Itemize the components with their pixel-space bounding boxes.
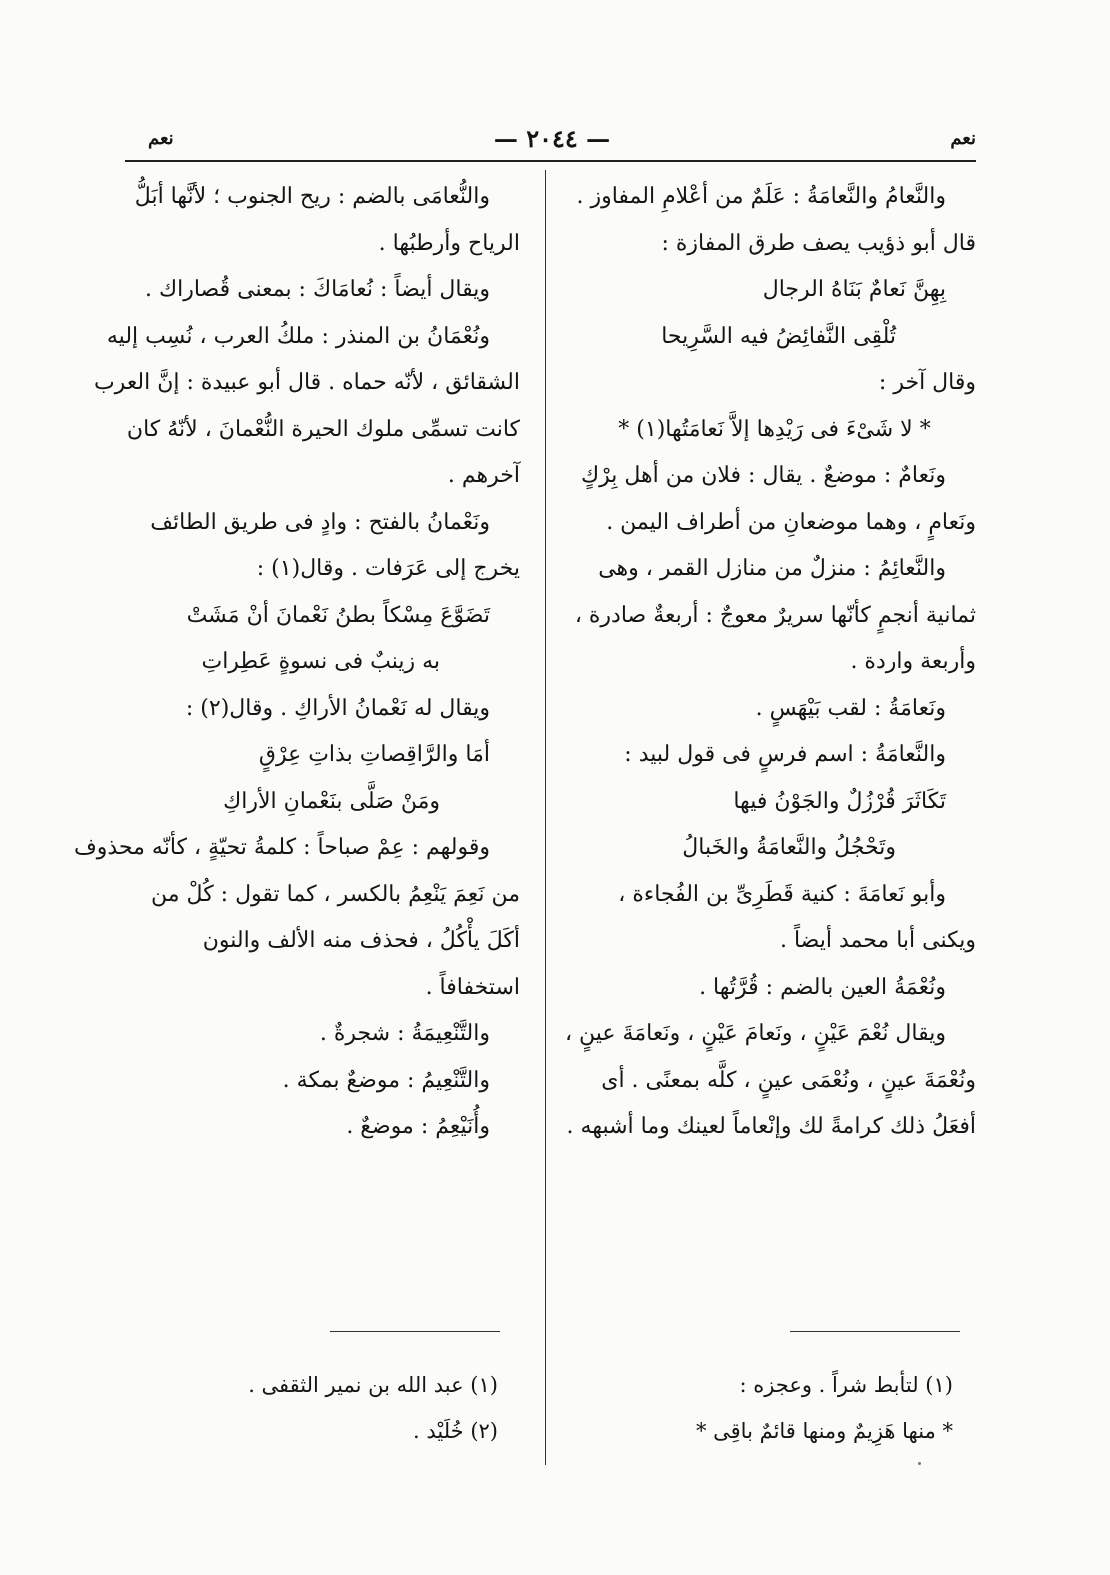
footnotes-right (573, 1362, 953, 1454)
text-line: الشقائق ، لأنّه حماه . قال أبو عبيدة : إنَّ العرب (93, 370, 520, 395)
header-guide-word-right: نعم (950, 128, 976, 149)
text-line: وقال آخر : (878, 370, 976, 395)
text-line: ونَعامٍ ، وهما موضعانِ من أطراف اليمن . (606, 509, 976, 535)
text-line: أمَا والرَّاقِصاتِ بذاتِ عِرْقٍ (258, 742, 490, 767)
text-line: بِهِنَّ نَعامٌ بَنَاهُ الرجال (762, 277, 946, 302)
text-line: والنَّعامَةُ : اسم فرسٍ فى قول لبيد : (624, 742, 946, 767)
footnote-line: * منها هَزِيمٌ ومنها قائمٌ باقِى * (695, 1419, 953, 1443)
text-line: ونَعْمانُ بالفتح : وادٍ فى طريق الطائف (150, 509, 490, 535)
text-line: ونُعْمَةَ عينٍ ، ونُعْمَى عينٍ ، كلَّه بمعنًى . أى (601, 1067, 976, 1093)
text-line: والنَّعامُ والنَّعامَةُ : عَلَمٌ من أعْلامِ المفاوز . (576, 184, 946, 209)
column-divider (545, 170, 546, 1465)
text-line: ويقال أيضاً : نُعامَاكَ : بمعنى قُصاراك . (144, 277, 490, 302)
text-line: وقولهم : عِمْ صباحاً : كلمةُ تحيّةٍ ، كأنّه محذوف (73, 835, 490, 860)
text-line: تَكَاثَرَ قُرْزُلٌ والجَوْنُ فيها (733, 788, 946, 814)
text-line: ونَعامٌ : موضعٌ . يقال : فلان من أهل بِرْكٍ (580, 463, 946, 488)
text-line: ومَنْ صَلَّى بنَعْمانِ الأراكِ (223, 788, 440, 814)
text-line: والنَّعائِمُ : منزلٌ من منازل القمر ، وهى (598, 556, 946, 581)
footnote-rule-left (330, 1331, 500, 1332)
page-speck (918, 1462, 921, 1465)
text-line: من نَعِمَ يَنْعِمُ بالكسر ، كما تقول : كُلْ من (151, 881, 520, 907)
text-line: تُلْقِى النَّفائِضُ فيه السَّرِيحا (661, 323, 896, 349)
text-line: كانت تسمِّى ملوك الحيرة النُّعْمانَ ، لأنّهُ كان (126, 416, 520, 442)
text-line: قال أبو ذؤيب يصف طرق المفازة : (661, 230, 976, 256)
footnotes-left (128, 1362, 498, 1454)
left-column (73, 174, 520, 1151)
text-line: أفعَلُ ذلك كرامةً لك وإنْعاماً لعينك وما أشبهه . (566, 1114, 976, 1139)
text-line: الرياح وأرطبُها . (378, 230, 520, 256)
text-line: استخفافاً . (425, 974, 520, 1000)
footnote-line: (١) عبد الله بن نمير الثقفى . (248, 1373, 498, 1397)
text-line: أكَلَ يأْكُلُ ، فحذف منه الألف والنون (202, 928, 520, 953)
header-rule (125, 160, 976, 162)
page-number: — ٢٠٤٤ — (493, 124, 611, 153)
text-line: تَضَوَّعَ مِسْكاً بطنُ نَعْمانَ أنْ مَشَتْ (186, 602, 490, 628)
text-line: وأربعة واردة . (850, 649, 976, 674)
text-line: ثمانية أنجمٍ كأنّها سريرٌ معوجٌ : أربعةٌ صادرة ، (574, 602, 976, 628)
text-line: ونُعْمَةُ العين بالضم : قُرَّتُها . (699, 974, 946, 1000)
text-line: وأبو نَعامَةَ : كنية قَطَرِىِّ بن الفُجاءة ، (618, 881, 946, 907)
page-header (128, 118, 976, 158)
text-line: ويكنى أبا محمد أيضاً . (779, 928, 976, 953)
footnote-line: (٢) خُلَيْد . (413, 1419, 498, 1443)
text-line: ويقال نُعْمَ عَيْنٍ ، ونَعامَ عَيْنٍ ، ونَعامَةَ عينٍ ، (564, 1021, 946, 1046)
footnote-line: (١) لتأبط شراً . وعجزه : (739, 1373, 953, 1397)
text-line: ونَعامَةُ : لقب بَيْهَسٍ . (755, 695, 946, 721)
header-guide-word-left: نعم (148, 128, 174, 149)
text-line: وتَحْجُلُ والنَّعامَةُ والخَبالُ (682, 835, 896, 860)
text-line: ويقال له نَعْمانُ الأراكِ . وقال(٢) : (185, 695, 490, 721)
text-line: والتَّنْعِيمُ : موضعٌ بمكة . (282, 1067, 490, 1093)
footnote-rule-right (790, 1331, 960, 1332)
right-column (564, 174, 976, 1151)
text-line: ونُعْمَانُ بن المنذر : ملكُ العرب ، نُسِب إليه (106, 323, 490, 349)
text-line: * لا شَىْءَ فى رَيْدِها إلاَّ نَعامَتُها(١) * (618, 416, 931, 442)
text-line: والنُّعامَى بالضم : ريح الجنوب ؛ لأنَّها أبَلُّ (134, 184, 490, 209)
text-line: وأُنَيْعِمُ : موضعٌ . (346, 1114, 490, 1139)
text-line: يخرج إلى عَرَفات . وقال(١) : (256, 556, 520, 581)
text-line: والتَّنْعِيمَةُ : شجرةٌ . (319, 1021, 490, 1046)
text-line: آخرهم . (447, 463, 520, 488)
text-line: به زينبٌ فى نسوةٍ عَطِراتِ (201, 649, 440, 674)
